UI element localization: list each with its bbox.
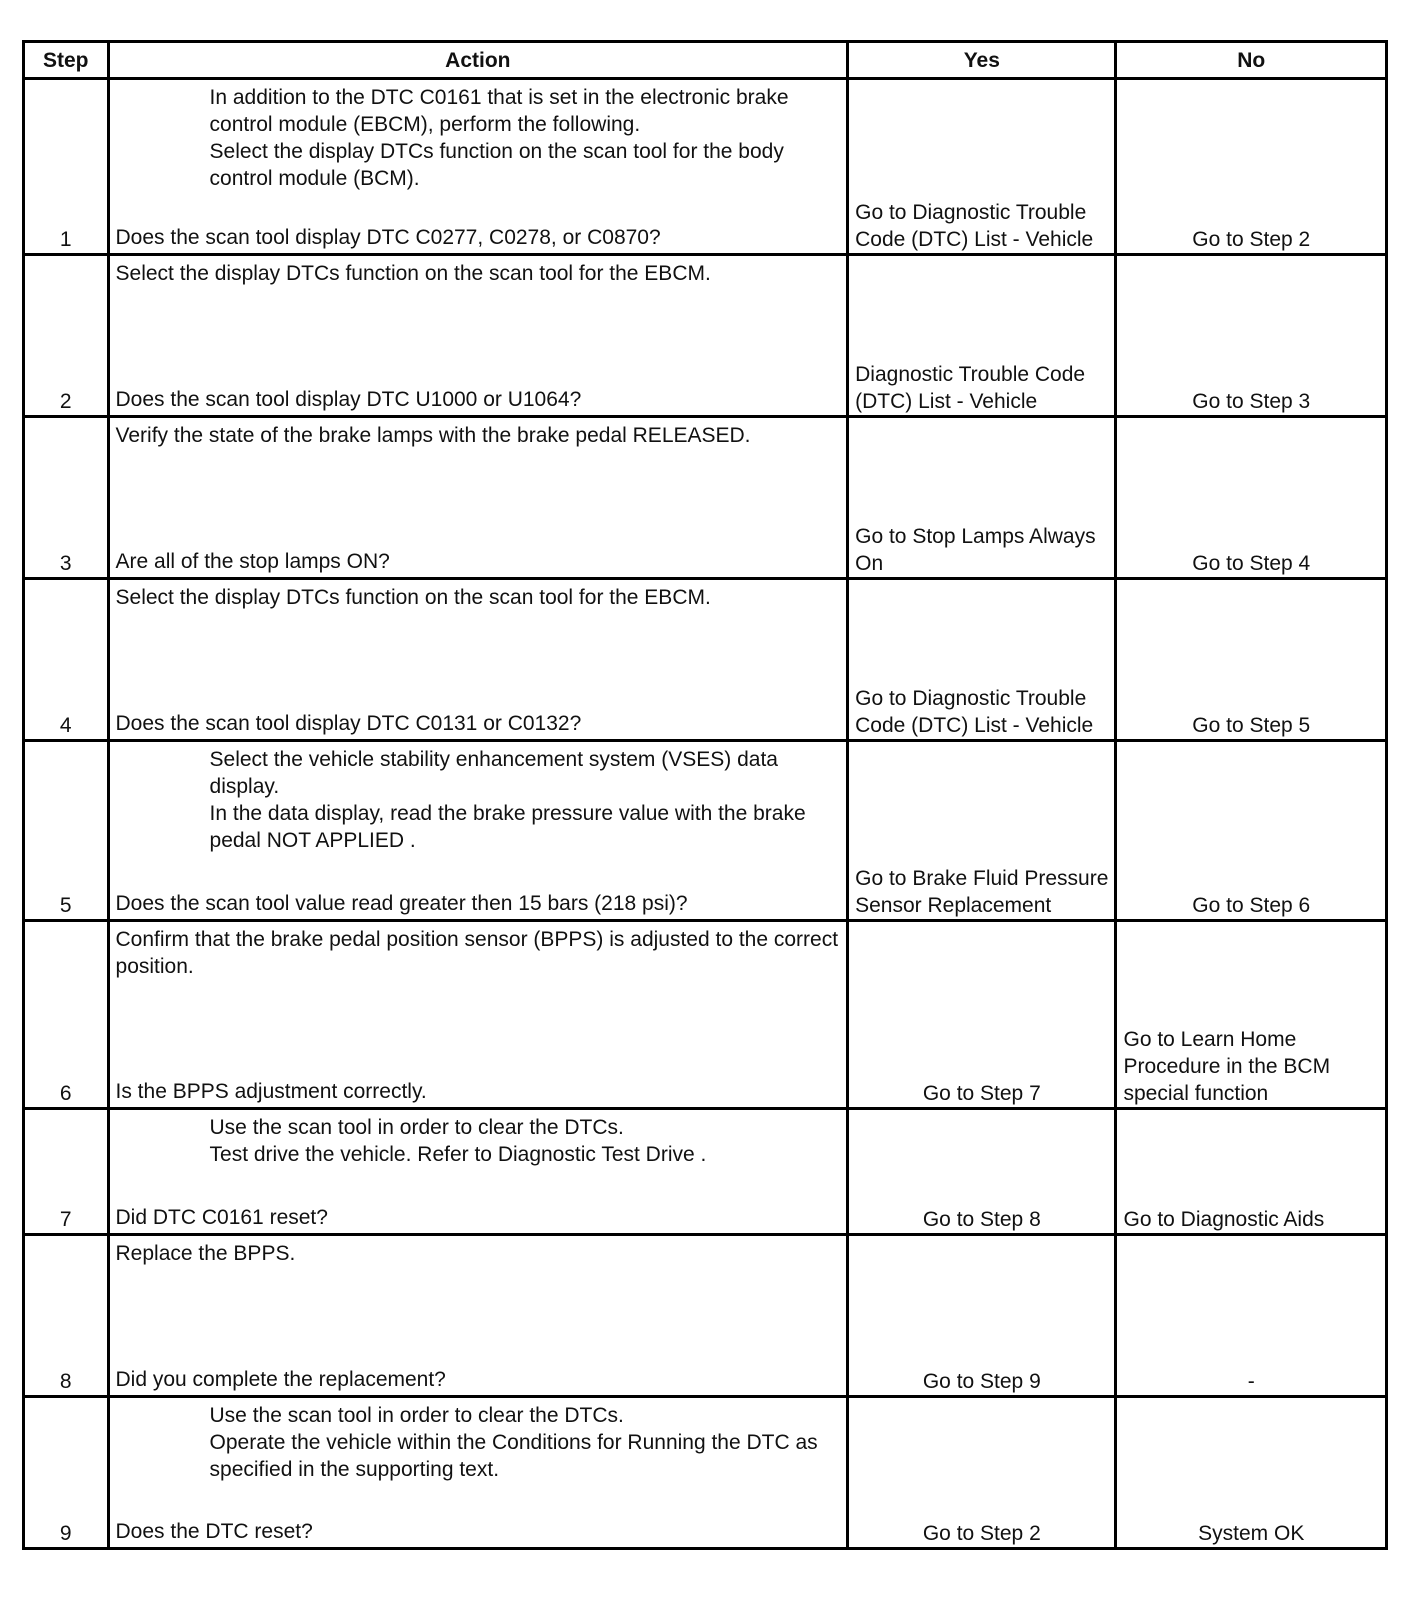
yes-cell: Go to Stop Lamps Always On — [848, 417, 1116, 579]
table-row — [24, 1397, 1387, 1549]
step-number: 3 — [24, 417, 109, 579]
table-row — [24, 1235, 1387, 1397]
step-number: 7 — [24, 1109, 109, 1235]
yes-cell: Go to Step 8 — [848, 1109, 1116, 1235]
action-cell — [108, 255, 848, 417]
yes-cell: Diagnostic Trouble Code (DTC) List - Vehicle — [848, 255, 1116, 417]
instruction: Confirm that the brake pedal position sensor (BPPS) is adjusted to the correct position. — [115, 928, 839, 978]
no-cell: Go to Step 5 — [1116, 579, 1387, 741]
question: Is the BPPS adjustment correctly. — [115, 1080, 427, 1103]
no-cell: - — [1116, 1235, 1387, 1397]
no-cell: Go to Learn Home Procedure in the BCM special function — [1116, 921, 1387, 1109]
question: Does the DTC reset? — [115, 1520, 313, 1543]
header-row — [24, 42, 1387, 79]
action-cell — [108, 79, 848, 255]
action-cell — [108, 417, 848, 579]
header-no: No — [1116, 42, 1387, 79]
step-number: 8 — [24, 1235, 109, 1397]
diagnostic-table — [22, 40, 1388, 1550]
step-number: 4 — [24, 579, 109, 741]
table-row — [24, 1109, 1387, 1235]
instruction: Use the scan tool in order to clear the DTCs. — [209, 1404, 624, 1427]
action-cell — [108, 1397, 848, 1549]
no-cell: Go to Step 4 — [1116, 417, 1387, 579]
step-number: 6 — [24, 921, 109, 1109]
question: Did DTC C0161 reset? — [115, 1206, 328, 1229]
yes-cell: Go to Diagnostic Trouble Code (DTC) List - Vehicle — [848, 79, 1116, 255]
question: Does the scan tool display DTC U1000 or U1064? — [115, 388, 582, 411]
instruction: In the data display, read the brake pressure value with the brake pedal NOT APPLIED . — [209, 802, 806, 852]
instruction: Replace the BPPS. — [115, 1242, 296, 1265]
instruction: Operate the vehicle within the Conditions for Running the DTC as specified in the supporting text. — [209, 1431, 818, 1481]
instruction: Test drive the vehicle. Refer to Diagnostic Test Drive . — [209, 1143, 707, 1166]
yes-cell: Go to Step 9 — [848, 1235, 1116, 1397]
instruction: Select the display DTCs function on the scan tool for the body control module (BCM). — [209, 140, 784, 190]
instruction: In addition to the DTC C0161 that is set in the electronic brake control module (EBCM), perform the following. — [209, 86, 789, 136]
table-row — [24, 417, 1387, 579]
no-cell: Go to Step 3 — [1116, 255, 1387, 417]
table-row — [24, 255, 1387, 417]
yes-cell: Go to Step 7 — [848, 921, 1116, 1109]
step-number: 5 — [24, 741, 109, 921]
no-cell: Go to Step 6 — [1116, 741, 1387, 921]
action-cell — [108, 741, 848, 921]
table-row — [24, 79, 1387, 255]
header-yes: Yes — [848, 42, 1116, 79]
no-cell: Go to Diagnostic Aids — [1116, 1109, 1387, 1235]
table-row — [24, 921, 1387, 1109]
yes-cell: Go to Brake Fluid Pressure Sensor Replacement — [848, 741, 1116, 921]
question: Does the scan tool value read greater then 15 bars (218 psi)? — [115, 892, 688, 915]
action-cell — [108, 1235, 848, 1397]
question: Does the scan tool display DTC C0131 or C0132? — [115, 712, 582, 735]
action-cell — [108, 921, 848, 1109]
table-row — [24, 741, 1387, 921]
table-row — [24, 579, 1387, 741]
question: Does the scan tool display DTC C0277, C0278, or C0870? — [115, 226, 661, 249]
instruction: Select the display DTCs function on the scan tool for the EBCM. — [115, 586, 711, 609]
header-step: Step — [24, 42, 109, 79]
step-number: 9 — [24, 1397, 109, 1549]
question: Are all of the stop lamps ON? — [115, 550, 390, 573]
action-cell — [108, 579, 848, 741]
header-action: Action — [108, 42, 848, 79]
no-cell: Go to Step 2 — [1116, 79, 1387, 255]
yes-cell: Go to Step 2 — [848, 1397, 1116, 1549]
instruction: Select the vehicle stability enhancement system (VSES) data display. — [209, 748, 778, 798]
step-number: 1 — [24, 79, 109, 255]
yes-cell: Go to Diagnostic Trouble Code (DTC) List - Vehicle — [848, 579, 1116, 741]
instruction: Use the scan tool in order to clear the DTCs. — [209, 1116, 624, 1139]
instruction: Select the display DTCs function on the scan tool for the EBCM. — [115, 262, 711, 285]
instruction: Verify the state of the brake lamps with the brake pedal RELEASED. — [115, 424, 751, 447]
action-cell — [108, 1109, 848, 1235]
no-cell: System OK — [1116, 1397, 1387, 1549]
step-number: 2 — [24, 255, 109, 417]
question: Did you complete the replacement? — [115, 1368, 446, 1391]
